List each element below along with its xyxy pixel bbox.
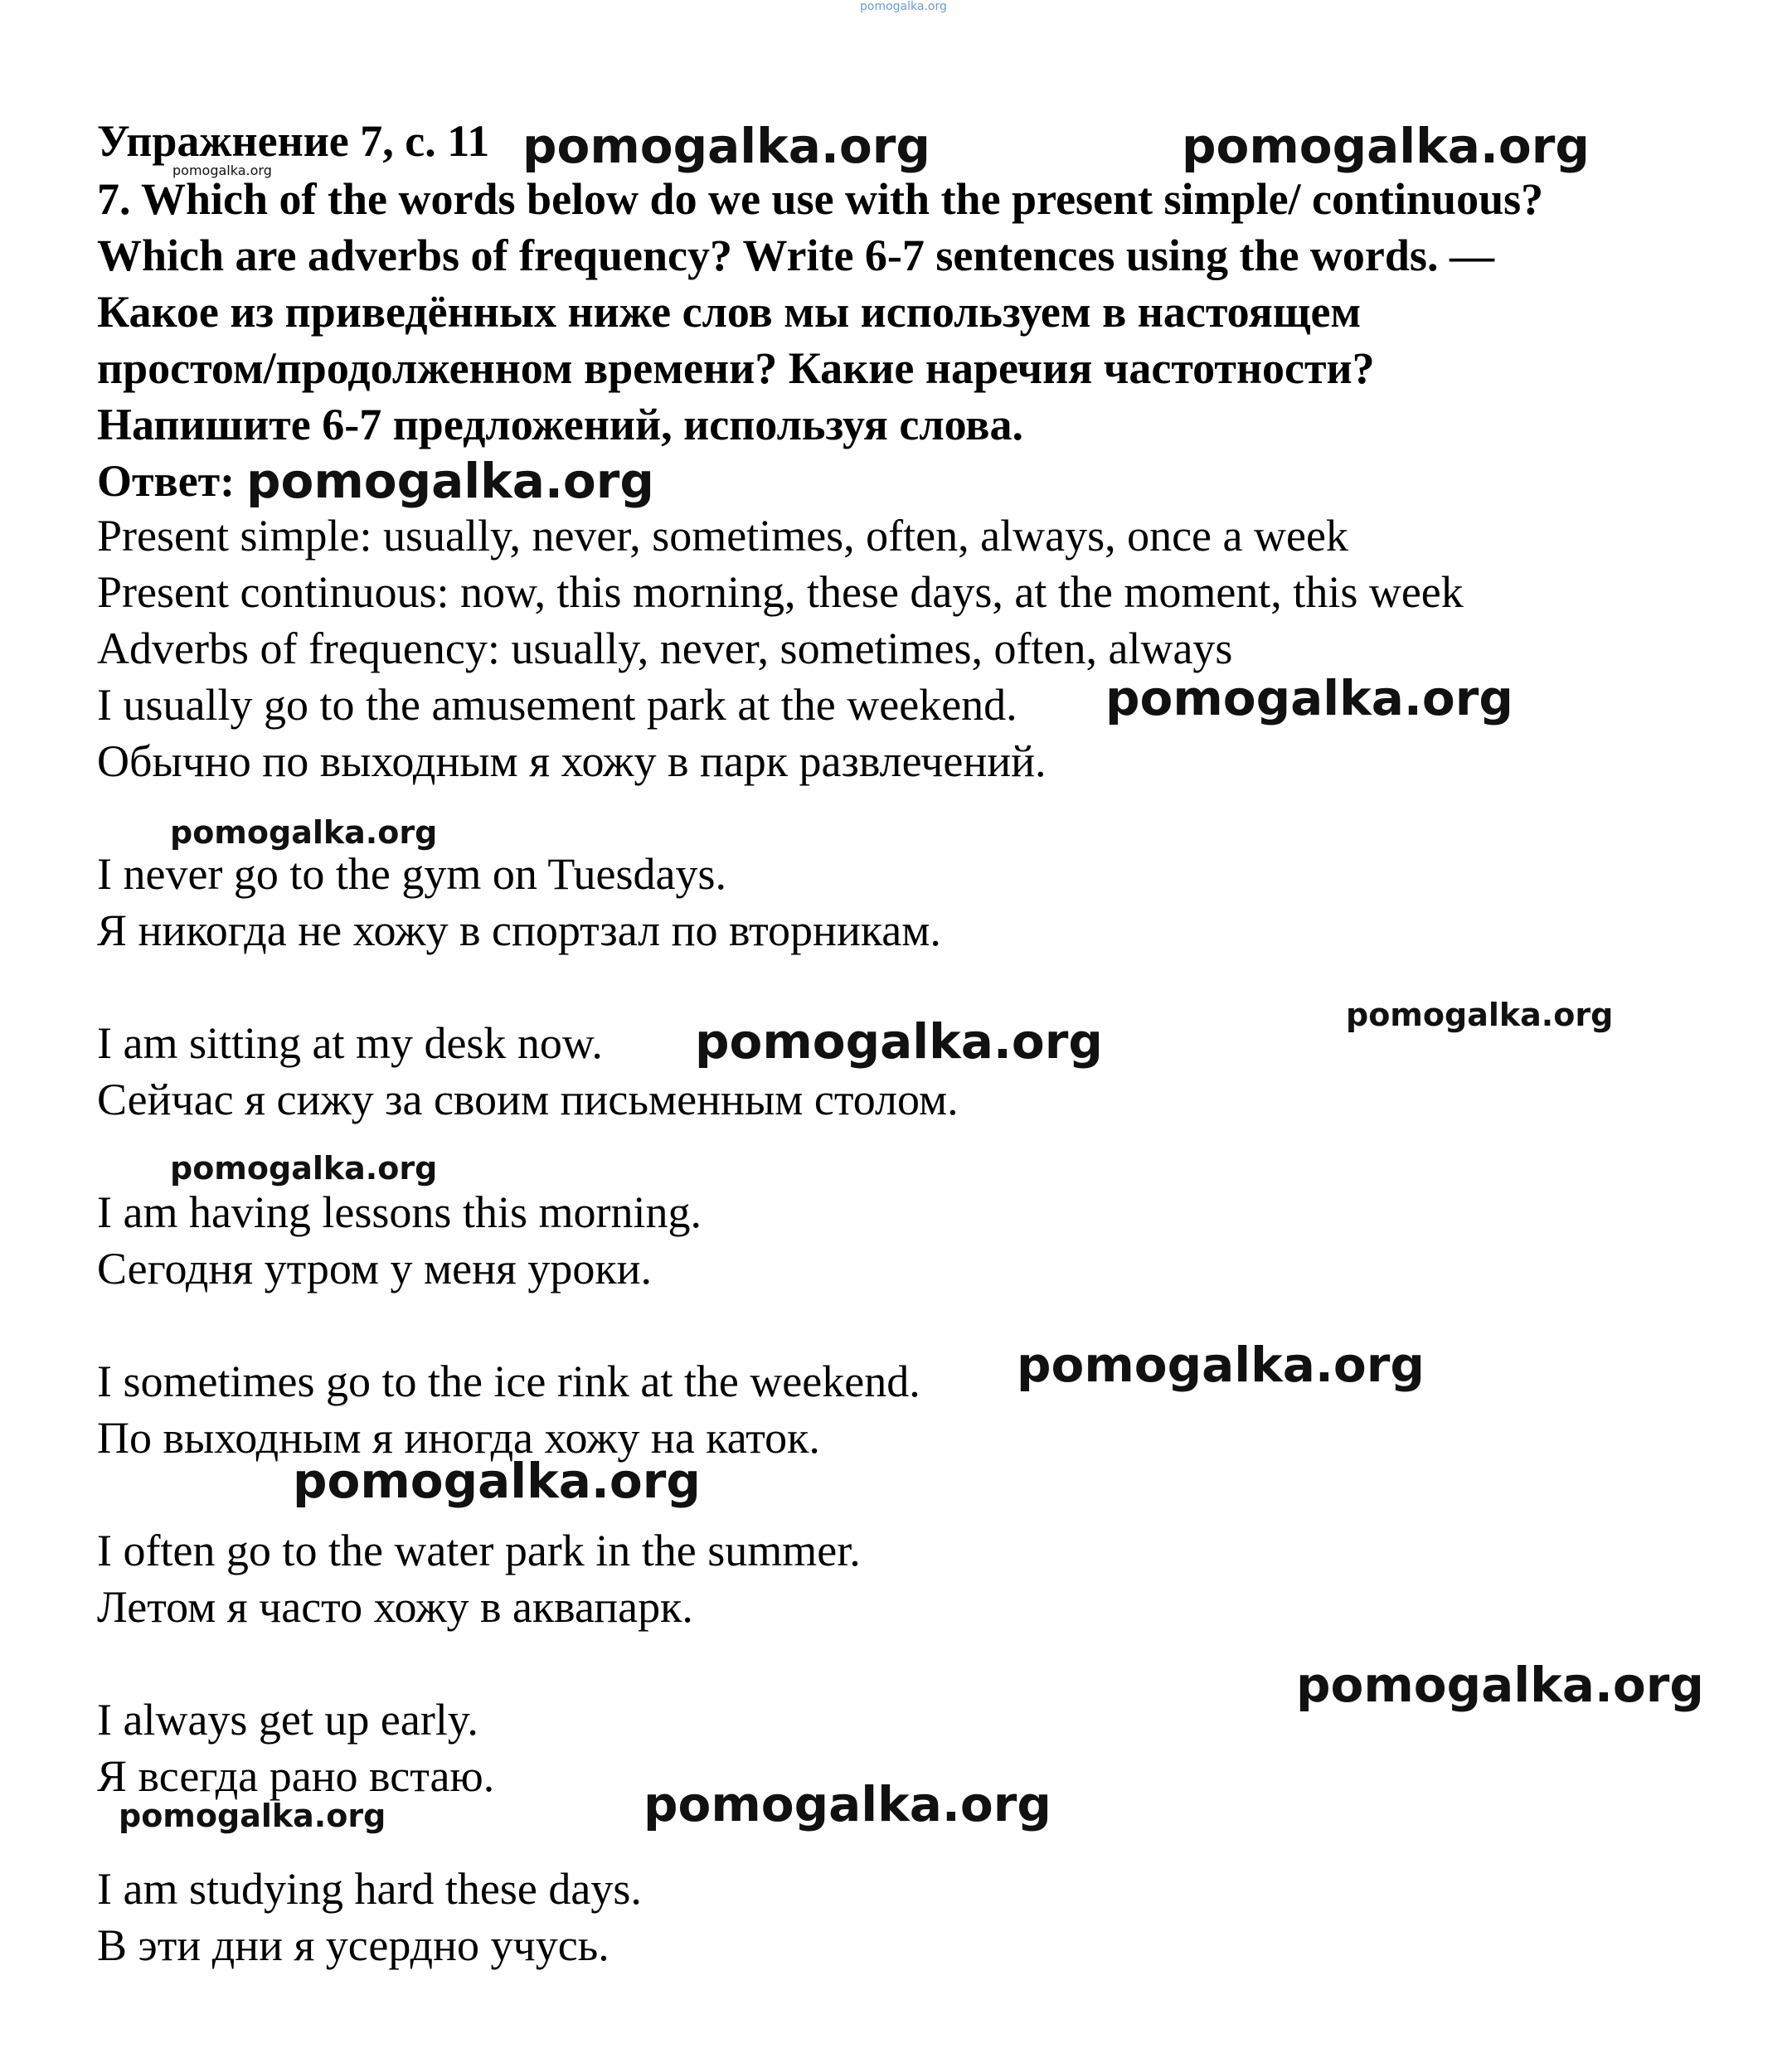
sentence-5-en: I sometimes go to the ice rink at the weekend. xyxy=(97,1357,920,1406)
watermark: pomogalka.org xyxy=(119,1798,386,1834)
sentence-2-en: I never go to the gym on Tuesdays. xyxy=(97,849,726,899)
watermark: pomogalka.org xyxy=(643,1776,1051,1832)
sentence-3-en: I am sitting at my desk now. xyxy=(97,1018,603,1068)
category-present-continuous: Present continuous: now, this morning, these days, at the moment, this week xyxy=(97,567,1464,617)
answer-label: Ответ: xyxy=(97,456,236,506)
sentence-6-ru: Летом я часто хожу в аквапарк. xyxy=(97,1582,693,1632)
sentence-5-ru: По выходным я иногда хожу на каток. xyxy=(97,1413,820,1463)
watermark: pomogalka.org xyxy=(522,118,930,174)
watermark: pomogalka.org xyxy=(695,1013,1103,1070)
sentence-4-en: I am having lessons this morning. xyxy=(97,1187,702,1237)
sentence-3-ru: Сейчас я сижу за своим письменным столом. xyxy=(97,1075,959,1124)
task-line-2: Which are adverbs of frequency? Write 6-7 sentences using the words. — xyxy=(97,231,1494,280)
sentence-2-ru: Я никогда не хожу в спортзал по вторникам. xyxy=(97,905,941,955)
exercise-heading: Упражнение 7, с. 11 xyxy=(97,116,490,166)
task-line-4: простом/продолженном времени? Какие наречия частотности? xyxy=(97,343,1375,393)
watermark: pomogalka.org xyxy=(1182,118,1590,174)
watermark: pomogalka.org xyxy=(172,163,272,178)
sentence-6-en: I often go to the water park in the summer. xyxy=(97,1526,861,1575)
sentence-8-en: I am studying hard these days. xyxy=(97,1864,642,1914)
sentence-4-ru: Сегодня утром у меня уроки. xyxy=(97,1244,653,1293)
task-line-3: Какое из приведённых ниже слов мы используем в настоящем xyxy=(97,287,1362,337)
sentence-7-en: I always get up early. xyxy=(97,1695,478,1745)
category-adverbs-frequency: Adverbs of frequency: usually, never, sometimes, often, always xyxy=(97,624,1233,673)
task-line-1: 7. Which of the words below do we use with the present simple/ continuous? xyxy=(97,174,1544,224)
sentence-7-ru: Я всегда рано встаю. xyxy=(97,1751,495,1801)
category-present-simple: Present simple: usually, never, sometimes, often, always, once a week xyxy=(97,511,1348,561)
sentence-1-en: I usually go to the amusement park at the weekend. xyxy=(97,680,1017,730)
watermark-top: pomogalka.org xyxy=(860,0,947,13)
watermark: pomogalka.org xyxy=(1296,1657,1704,1713)
task-line-5: Напишите 6-7 предложений, используя слова. xyxy=(97,400,1023,449)
watermark: pomogalka.org xyxy=(1017,1337,1425,1393)
watermark: pomogalka.org xyxy=(293,1453,701,1509)
watermark: pomogalka.org xyxy=(1346,997,1614,1033)
watermark: pomogalka.org xyxy=(1105,670,1513,726)
watermark: pomogalka.org xyxy=(170,814,438,851)
sentence-1-ru: Обычно по выходным я хожу в парк развлечений. xyxy=(97,736,1047,786)
sentence-8-ru: В эти дни я усердно учусь. xyxy=(97,1920,609,1970)
watermark: pomogalka.org xyxy=(170,1150,438,1187)
watermark: pomogalka.org xyxy=(246,453,654,509)
